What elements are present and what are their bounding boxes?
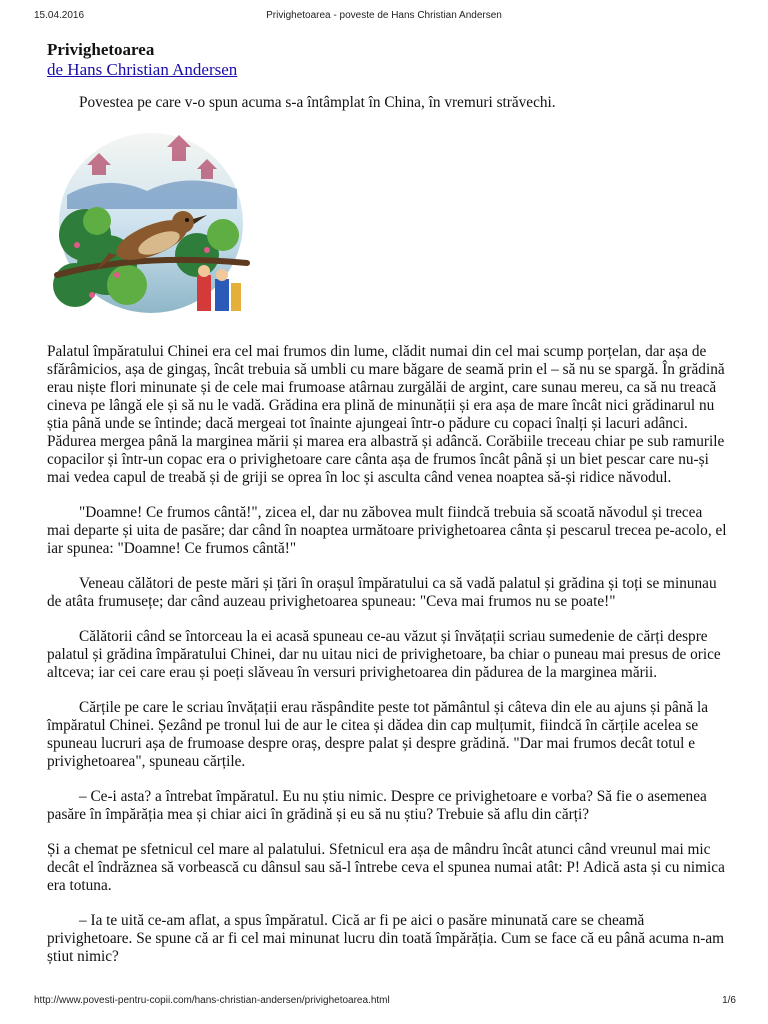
story-paragraph: Palatul împăratului Chinei era cel mai frumos din lume, clădit numai din cel mai scump porțelan, dar așa de sfărâmicios, așa de gingaș, încât trebuia să umbli cu mare băgare de seamă prin el – să nu se spargă. În grădină erau niște flori minunate și de cele mai frumoase atârnau zurgălăi de argint, care sunau mereu, ca să nu treacă cineva pe lângă ele și să nu le vadă. Grădina era plină de minunății și era așa de mare încât nici grădinarul nu știa până unde se întinde; dacă mergeai tot înainte ajungeai într-o pădure cu copaci înalți și lacuri adânci. Pădurea mergea până la marginea mării și marea era albastră și adâncă. Corăbiile treceau chiar pe sub ramurile copacilor și într-un copac era o privighetoare care cânta așa de frumos încât până și un biet pescar care nu-și mai vedea capul de treabă și de griji se oprea în loc și asculta când venea noaptea să-și ridice năvodul. (47, 343, 725, 486)
story-content (47, 40, 727, 983)
story-paragraph: – Ce-i asta? a întrebat împăratul. Eu nu știu nimic. Despre ce privighetoare e vorba? Să fie o asemenea pasăre în împărăția mea și chiar aici în grădină și eu să nu știu? Trebuie să aflu din cărți? (47, 788, 707, 823)
story-paragraph: Veneau călători de peste mări și țări în orașul împăratului ca să vadă palatul și grădina și toți se minunau de atâta frumusețe; dar când auzeau privighetoarea spuneau: "Ceva mai frumos nu se poate!" (47, 575, 717, 610)
nightingale-illustration (47, 125, 253, 321)
print-header (0, 10, 768, 26)
source-url: http://www.povesti-pentru-copii.com/hans-christian-andersen/privighetoarea.html (34, 995, 390, 1006)
page-number: 1/6 (722, 995, 736, 1006)
print-page-title: Privighetoarea - poveste de Hans Christian Andersen (266, 10, 502, 21)
story-paragraph: Și a chemat pe sfetnicul cel mare al palatului. Sfetnicul era așa de mândru încât atunci când vreunul mai mic decât el îndrăznea să vorbească cu dânsul sau să-l întrebe ceva el spunea numai atât: P! Adică asta și cu nimica era totuna. (47, 841, 725, 894)
author-link[interactable]: de Hans Christian Andersen (47, 60, 238, 79)
print-date: 15.04.2016 (34, 10, 85, 21)
story-paragraph: – Ia te uită ce-am aflat, a spus împăratul. Cică ar fi pe aici o pasăre minunată care se cheamă privighetoare. Se spune că ar fi cel mai minunat lucru din toată împărăția. Cum se face că eu până acuma n-am știut nimic? (47, 912, 725, 965)
story-paragraph: Călătorii când se întorceau la ei acasă spuneau ce-au văzut și învățații scriau sumedenie de cărți despre palatul și grădina împăratului Chinei, dar nu uitau nici de privighetoare, ba chiar o puneau mai presus de orice altceva; iar cei care erau și poeți slăveau în versuri privighetoarea din pădurea de la marginea mării. (47, 628, 721, 681)
print-footer (0, 995, 768, 1011)
story-lead: Povestea pe care v-o spun acuma s-a întâmplat în China, în vremuri străvechi. (79, 94, 556, 111)
story-title: Privighetoarea (47, 40, 155, 59)
story-paragraph: Cărțile pe care le scriau învățații erau răspândite peste tot pământul și câteva din ele au ajuns și până la împăratul Chinei. Șezând pe tronul lui de aur le citea și dădea din cap mulțumit, fiindcă în cărțile acelea se spuneau lucruri așa de frumoase despre oraș, despre palat și despre grădină. "Dar mai frumos decât totul e privighetoarea", spuneau cărțile. (47, 699, 709, 770)
story-paragraph: "Doamne! Ce frumos cântă!", zicea el, dar nu zăbovea mult fiindcă trebuia să scoată năvodul și trecea mai departe și uita de pasăre; dar când în noaptea următoare privighetoarea cânta și pescarul trecea pe-acolo, el iar spunea: "Doamne! Ce frumos cântă!" (47, 504, 727, 557)
